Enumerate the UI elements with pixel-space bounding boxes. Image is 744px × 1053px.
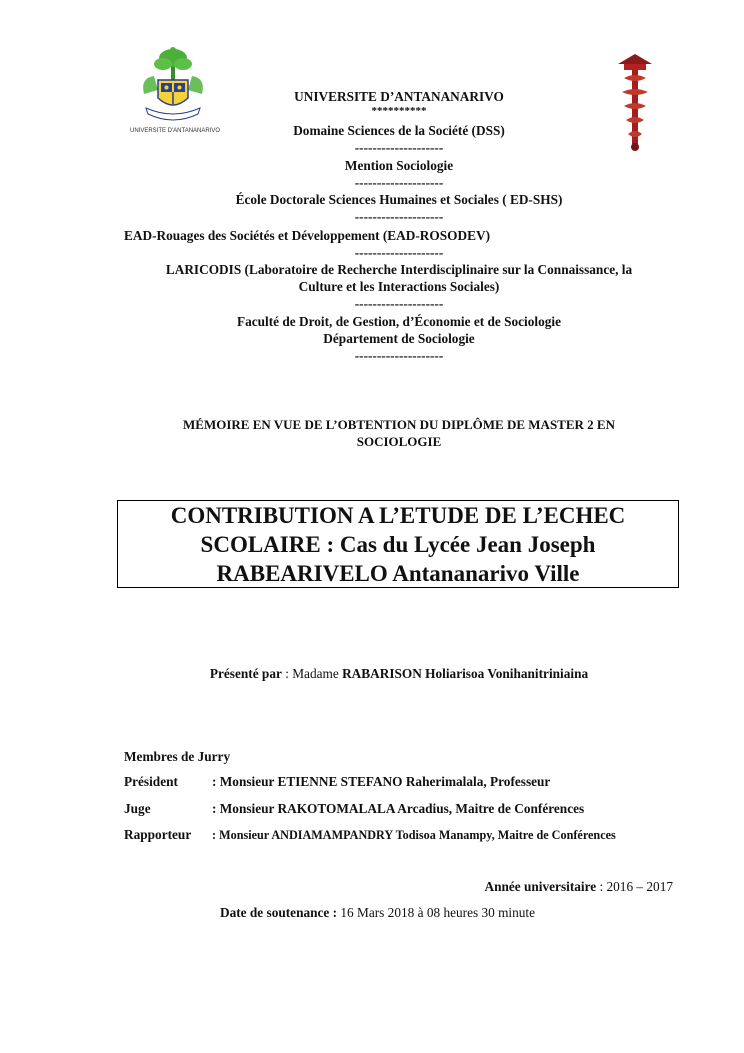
department-name: Département de Sociologie bbox=[323, 331, 475, 346]
jury-member bbox=[124, 827, 616, 843]
separator: -------------------- bbox=[354, 140, 444, 155]
jury-person: : Monsieur ETIENNE STEFANO Raherimalala, Professeur bbox=[212, 774, 551, 789]
thesis-title-line-2: SCOLAIRE : Cas du Lycée Jean Joseph bbox=[200, 531, 596, 557]
separator: -------------------- bbox=[354, 245, 444, 260]
academic-year bbox=[485, 879, 674, 895]
jury-role: Président bbox=[124, 774, 178, 789]
laricodis-line-1: LARICODIS (Laboratoire de Recherche Interdisciplinaire sur la Connaissance, la bbox=[165, 262, 633, 277]
author-name: RABARISON Holiarisoa Vonihanitriniaina bbox=[342, 666, 589, 681]
thesis-title-line-3: RABEARIVELO Antananarivo Ville bbox=[216, 560, 580, 586]
jury-role: Rapporteur bbox=[124, 827, 192, 842]
thesis-title-line-1: CONTRIBUTION A L’ETUDE DE L’ECHEC bbox=[170, 502, 626, 528]
defense-date bbox=[220, 905, 535, 921]
academic-year-label: Année universitaire bbox=[484, 879, 597, 894]
defense-date-label: Date de soutenance : bbox=[220, 905, 338, 920]
stars-separator: ********** bbox=[371, 105, 427, 117]
university-name: UNIVERSITE D’ANTANANARIVO bbox=[294, 89, 504, 104]
jury-member bbox=[124, 774, 550, 790]
logo-caption: UNIVERSITE D'ANTANANARIVO bbox=[130, 128, 221, 134]
presented-by bbox=[100, 666, 698, 682]
ead-name: EAD-Rouages des Sociétés et Développement (EAD-ROSODEV) bbox=[124, 228, 490, 243]
presented-separator: : Madame bbox=[281, 666, 343, 681]
jury-member bbox=[124, 801, 584, 817]
jury-person: : Monsieur ANDIAMAMPANDRY Todisoa Manampy, Maitre de Conférences bbox=[212, 828, 616, 842]
jury-heading: Membres de Jurry bbox=[124, 749, 231, 764]
mention-name: Mention Sociologie bbox=[344, 158, 454, 173]
separator: -------------------- bbox=[354, 209, 444, 224]
memoire-line-1: MÉMOIRE EN VUE DE L’OBTENTION DU DIPLÔME DE MASTER 2 EN bbox=[183, 417, 615, 432]
academic-year-value: : 2016 – 2017 bbox=[596, 879, 673, 894]
doctoral-school: École Doctorale Sciences Humaines et Sociales ( ED-SHS) bbox=[235, 192, 563, 207]
faculty-name: Faculté de Droit, de Gestion, d’Économie et de Sociologie bbox=[236, 314, 561, 329]
thesis-title bbox=[161, 501, 636, 588]
separator: -------------------- bbox=[354, 175, 444, 190]
separator: -------------------- bbox=[354, 348, 444, 363]
jury-role: Juge bbox=[124, 801, 151, 816]
presented-label: Présenté par bbox=[209, 666, 282, 681]
defense-date-value: 16 Mars 2018 à 08 heures 30 minute bbox=[337, 905, 536, 920]
separator: -------------------- bbox=[354, 296, 444, 311]
jury-person: : Monsieur RAKOTOMALALA Arcadius, Maitre de Conférences bbox=[212, 801, 585, 816]
domain-name: Domaine Sciences de la Société (DSS) bbox=[293, 123, 505, 138]
thesis-title-box bbox=[117, 500, 679, 588]
memoire-line-2: SOCIOLOGIE bbox=[356, 434, 442, 449]
laricodis-line-2: Culture et les Interactions Sociales) bbox=[298, 279, 500, 294]
memoire-heading bbox=[100, 416, 698, 450]
